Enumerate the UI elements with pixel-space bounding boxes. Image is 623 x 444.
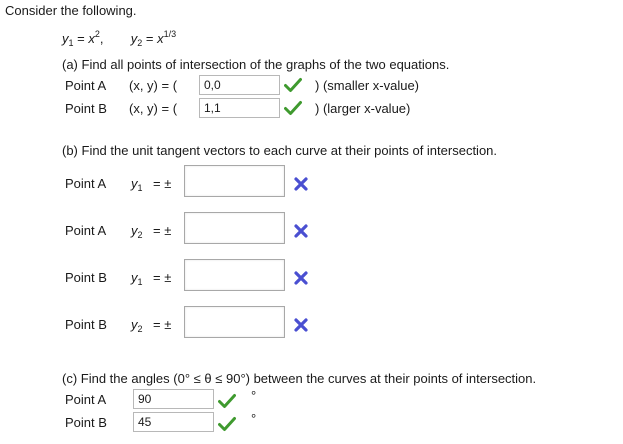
degree-unit-a: °	[251, 388, 257, 403]
part-c-point-b-label: Point B	[65, 415, 107, 430]
part-b-row3-sign: = ±	[153, 270, 172, 285]
check-icon	[284, 100, 302, 116]
check-icon	[218, 416, 236, 432]
part-b-row1-curve: $y_1$	[131, 176, 143, 193]
equation-y2: $y_2 = x^{1/3}$	[130, 29, 177, 48]
part-b-row2-label: Point A	[65, 223, 107, 238]
tangent-vector-b-y1-input[interactable]	[184, 259, 285, 291]
part-a-title: (a) Find all points of intersection of the graphs of the two equations.	[62, 57, 450, 72]
part-b-row1-label: Point A	[65, 176, 107, 191]
part-a-point-b-note: ) (larger x-value)	[315, 101, 411, 116]
problem-prompt: Consider the following.	[5, 3, 137, 18]
part-c-point-a-label: Point A	[65, 392, 107, 407]
check-icon	[284, 77, 302, 93]
part-b-row1-sign: = ±	[153, 176, 172, 191]
cross-icon	[293, 223, 309, 239]
part-a-point-a-label: Point A	[65, 78, 107, 93]
angle-point-b-input[interactable]	[133, 412, 214, 432]
degree-unit-b: °	[251, 411, 257, 426]
cross-icon	[293, 176, 309, 192]
point-b-coordinates-input[interactable]	[199, 98, 280, 118]
part-b-row3-curve: $y_1$	[131, 270, 143, 287]
cross-icon	[293, 270, 309, 286]
tangent-vector-a-y2-input[interactable]	[184, 212, 285, 244]
part-a-point-b-label: Point B	[65, 101, 107, 116]
tangent-vector-b-y2-input[interactable]	[184, 306, 285, 338]
part-b-row2-sign: = ±	[153, 223, 172, 238]
part-a-point-a-note: ) (smaller x-value)	[315, 78, 420, 93]
part-b-title: (b) Find the unit tangent vectors to each curve at their points of intersection.	[62, 143, 498, 158]
point-a-coordinates-input[interactable]	[199, 75, 280, 95]
part-a-point-b-coord: (x, y) = (	[129, 101, 178, 116]
cross-icon	[293, 317, 309, 333]
part-c-title: (c) Find the angles (0° ≤ θ ≤ 90°) between the curves at their points of intersection.	[62, 371, 537, 386]
part-b-row2-curve: $y_2$	[131, 223, 143, 240]
angle-point-a-input[interactable]	[133, 389, 214, 409]
tangent-vector-a-y1-input[interactable]	[184, 165, 285, 197]
check-icon	[218, 393, 236, 409]
part-b-row4-sign: = ±	[153, 317, 172, 332]
part-b-row4-label: Point B	[65, 317, 107, 332]
equation-y1: $y_1 = x^2$,	[62, 29, 104, 48]
part-b-row3-label: Point B	[65, 270, 107, 285]
part-a-point-a-coord: (x, y) = (	[129, 78, 178, 93]
equations-line	[62, 31, 176, 46]
part-b-row4-curve: $y_2$	[131, 317, 143, 334]
